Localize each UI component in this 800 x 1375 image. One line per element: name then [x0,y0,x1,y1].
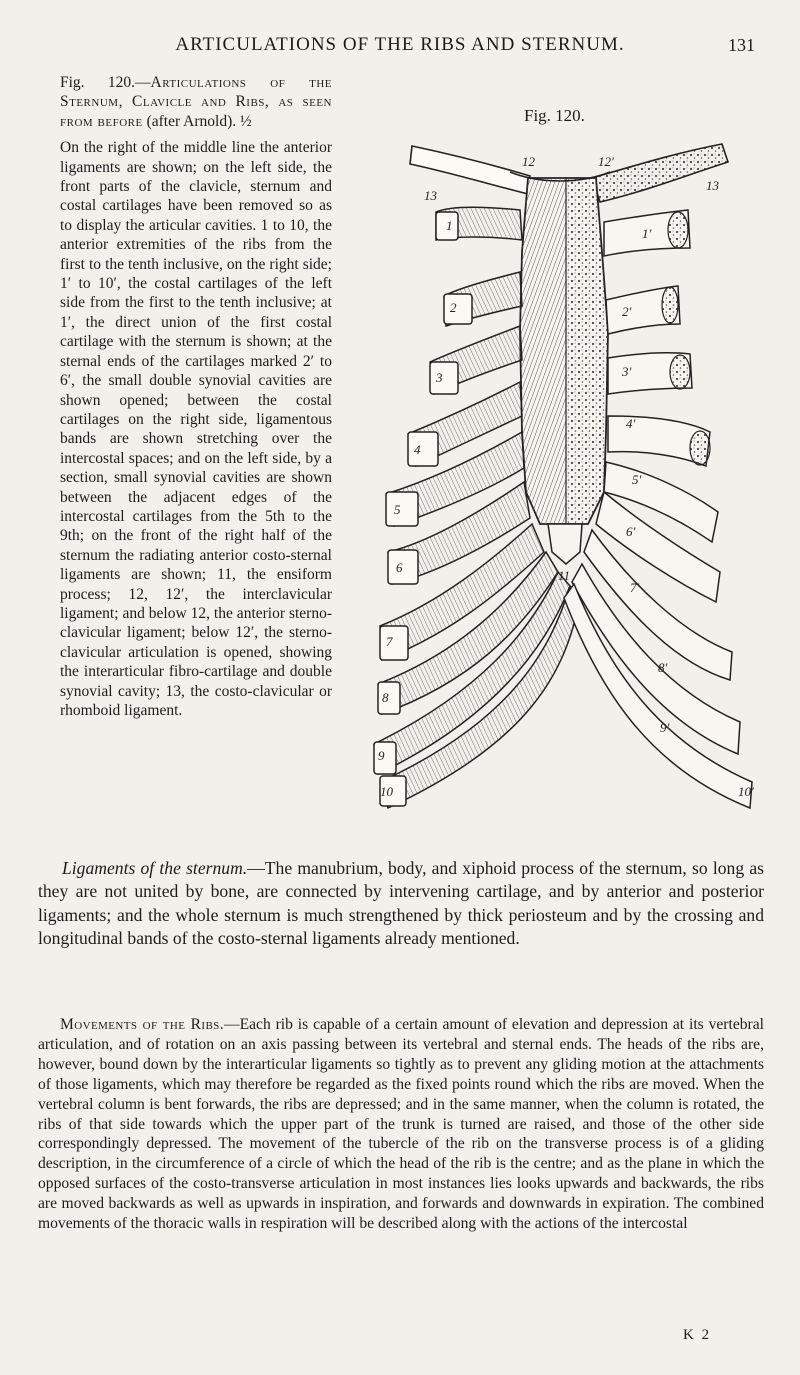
label-interclavicular-left: 12′ [598,154,614,169]
running-head [0,34,800,60]
page-number: 131 [728,35,755,55]
label-cartilage-6: 6′ [626,524,636,539]
label-rhomboid-left: 13 [706,178,719,193]
figure-caption-prefix: Fig. 120.— [60,74,151,91]
signature-mark: K 2 [683,1327,712,1343]
figure-caption [60,73,332,720]
label-cartilage-8: 8′ [658,660,668,675]
figure-caption-description: On the right of the middle line the anterior ligaments are shown; on the left side, the front parts of the clavicle, sternum and costal cartilages have been removed so as to display the articular cavities. 1 to 10, the anterior extremities of the ribs from the first to the tenth inclusive, on the right side; 1′ to 10′, the costal cartilages of the left side from the first to the tenth inclusive; at 1′, the direct union of the first costal cartilage with the sternum is shown; at the sternal ends of the cartilages marked 2′ to 6′, the small double synovial cavities are shown opened; between the costal cartilages on the right side, ligamentous bands are shown stretching over the intercostal spaces; and on the left side, by a section, small synovial cavities are shown between the adjacent edges of the intercostal cartilages from the 5th to the 9th; on the front of the right half of the sternum the radiating anterior costo-sternal ligaments are shown; 11, the ensiform process; 12, 12′, the interclavicular ligament; and below 12, the anterior sterno-clavicular ligament; below 12′, the sterno-clavicular articulation is opened, showing the interarticular fibro-cartilage and double synovial cavity; 13, the costo-clavicular or rhomboid ligament. [60,139,332,719]
sternum-ligaments-text: —The manubrium, body, and xiphoid process of the sternum, so long as they are not united by bone, are connected by intervening cartilage, and by anterior and posterior ligaments; and the whole sternum is much strengthened by thick periosteum and by the crossing and longitudinal bands of the costo-sternal ligaments already mentioned. [38,858,764,948]
label-rib-9: 9 [378,748,385,763]
label-rib-10: 10 [380,784,393,799]
label-cartilage-1: 1′ [642,226,652,241]
rib-cage-drawing [360,132,770,812]
label-rhomboid-right: 13 [424,188,437,203]
label-cartilage-3: 3′ [622,364,632,379]
ensiform-process [548,524,582,564]
label-cartilage-5: 5′ [632,472,642,487]
right-clavicle [410,146,530,194]
label-rib-4: 4 [414,442,421,457]
figure-caption-heading: Articulations of the Sternum, Clavicle and Ribs, as seen from before [60,74,332,130]
figure-caption-title [60,73,332,131]
rib-cage-illustration [360,132,770,812]
rib-movements-heading: Movements of the Ribs. [60,1016,224,1033]
label-rib-7: 7 [386,634,393,649]
label-cartilage-4: 4′ [626,416,636,431]
rib-movements-paragraph [38,1015,764,1234]
label-rib-8: 8 [382,690,389,705]
label-rib-6: 6 [396,560,403,575]
label-cartilage-10: 10′ [738,784,754,799]
figure-label: Fig. 120. [524,106,585,125]
label-rib-5: 5 [394,502,401,517]
label-rib-1: 1 [446,218,453,233]
sternum-left-half-section [566,178,608,524]
sternum-right-half-ligaments [520,178,566,524]
label-interclavicular-right: 12 [522,154,535,169]
figure-caption-attribution: (after Arnold). ½ [142,112,252,130]
sternum-ligaments-heading: Ligaments of the sternum. [62,858,248,878]
label-rib-3: 3 [436,370,443,385]
label-cartilage-9: 9′ [660,720,670,735]
label-cartilage-2: 2′ [622,304,632,319]
label-ensiform: 11 [558,568,571,583]
rib-movements-text: —Each rib is capable of a certain amount of elevation and depression at its vertebral articulation, and of rotation on an axis passing between its vertebral and sternal ends. The heads of the ribs are, however, bound down by the interarticular ligaments so tightly as to prevent any gliding motion at the attachments of those ligaments, which may therefore be regarded as the fixed points round which the ribs are moved. When the vertebral column is bent forwards, the ribs are depressed; and in the same manner, when the column is rotated, the ribs of that side towards which the upper part of the trunk is turned are raised, and those of the other side correspondingly depressed. The movement of the tubercle of the rib on the transverse process is of a gliding description, in the circumference of a circle of which the head of the rib is the centre; and as the plane in which the opposed surfaces of the costo-transverse articulation in most instances lies looks upwards and backwards, the ribs are moved backwards as well as upwards in inspiration, and forwards and downwards in expiration. The combined movements of the thoracic walls in respiration will be described along with the actions of the intercostal [38,1016,764,1233]
sternum-ligaments-paragraph [38,857,764,950]
label-cartilage-7: 7′ [630,580,640,595]
left-clavicle [592,144,728,202]
running-title: ARTICULATIONS OF THE RIBS AND STERNUM. [175,34,625,55]
label-rib-2: 2 [450,300,457,315]
